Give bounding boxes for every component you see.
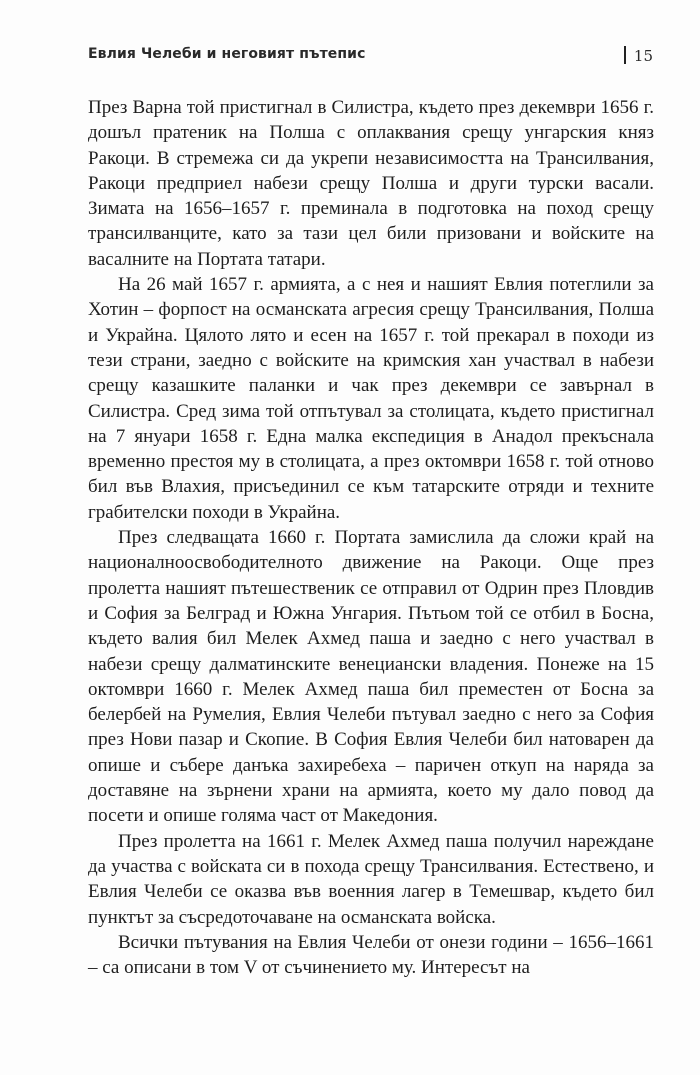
paragraph: Всички пътувания на Евлия Челеби от онези години – 1656–1661 – са описани в том V от съчинението му. Интересът на [88, 931, 654, 979]
paragraph: През следващата 1660 г. Портата замислила да сложи край на националноосвободителното движение на Ракоци. Още през пролетта нашият пътешественик се отправил от Одрин през Пловдив и София за Белград и Южна Унгария. Пътьом той се отбил в Босна, където валия бил Мелек Ахмед паша и заедно с него участвал в набези срещу далматинските венециански владения. Понеже на 15 октомври 1660 г. Мелек Ахмед паша бил преместен от Босна за белербей на Румелия, Евлия Челеби пътувал заедно с него за София през Нови пазар и Скопие. В София Евлия Челеби бил натоварен да опише и събере данъка захиребеха – паричен откуп на наряда за доставяне на зърнени храни на армията, което му дало повод да посети и опише голяма част от Македония. [88, 527, 654, 827]
running-header [88, 46, 653, 68]
page-number-block [624, 46, 653, 65]
folio-rule [624, 46, 626, 64]
paragraph: През Варна той пристигнал в Силистра, където през декември 1656 г. дошъл пратеник на Полша с оплаквания срещу унгарския княз Ракоци. В стремежа си да укрепи независимостта на Трансилвания, Ракоци предприел набези срещу Полша и други турски васали. Зимата на 1656–1657 г. преминала в подготовка на поход срещу трансилванците, като за тази цел били призовани и войските на васалните на Портата татари. [88, 97, 654, 270]
body-text [88, 95, 654, 980]
paragraph: На 26 май 1657 г. армията, а с нея и нашият Евлия потеглили за Хотин – форпост на османската агресия срещу Трансилвания, Полша и Украйна. Цялото лято и есен на 1657 г. той прекарал в походи из тези страни, заедно с войските на кримския хан участвал в набези срещу казашките паланки и чак през декември се завърнал в Силистра. Сред зима той отпътувал за столицата, където пристигнал на 7 януари 1658 г. Една малка експедиция в Анадол прекъснала временно престоя му в столицата, а през октомври 1658 г. той отново бил във Влахия, присъединил се към татарските отряди и техните грабителски походи в Украйна. [88, 274, 654, 523]
page-number: 15 [633, 47, 653, 65]
paragraph: През пролетта на 1661 г. Мелек Ахмед паша получил нареждане да участва с войската си в похода срещу Трансилвания. Естествено, и Евлия Челеби се оказва във военния лагер в Темешвар, където бил пунктът за съсредоточаване на османската войска. [88, 830, 654, 928]
running-title: Евлия Челеби и неговият пътепис [88, 46, 366, 62]
